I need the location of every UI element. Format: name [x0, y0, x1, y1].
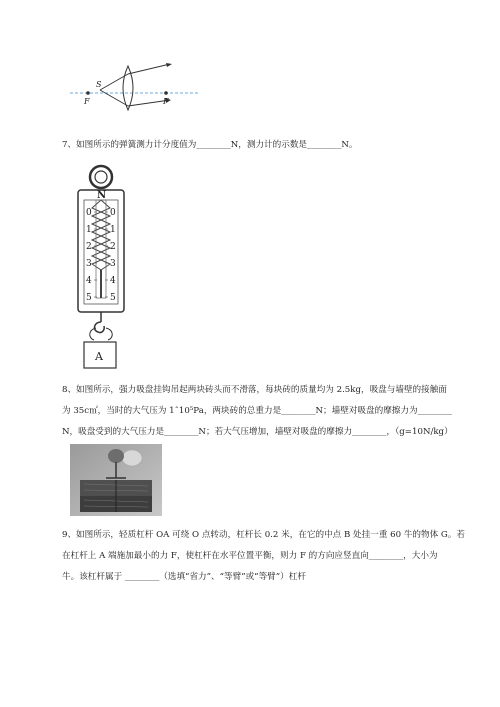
- label-s: S: [96, 80, 102, 89]
- spring-scale-figure: [70, 160, 140, 370]
- tick-label: 4: [86, 276, 92, 286]
- tick-label: 3: [110, 259, 116, 269]
- suction-cup-photo: [70, 444, 162, 516]
- question-9-line-3: 牛。该杠杆属于 ________（选填“省力”、“等臂”或“等臂”）杠杆: [62, 572, 306, 582]
- scale-ring: [90, 166, 112, 188]
- scale-hook: [94, 322, 104, 333]
- tick-label: 4: [110, 276, 116, 286]
- label-f-left: F: [84, 97, 90, 106]
- question-9-line-2: 在杠杆上 A 端施加最小的力 F，使杠杆在水平位置平衡，则力 F 的方向应竖直向________，大小为: [62, 551, 438, 561]
- focal-point-left: [86, 91, 90, 95]
- weight-block-label: A: [95, 350, 103, 363]
- refracted-ray-upper: [128, 64, 170, 74]
- tick-label: 1: [86, 225, 92, 235]
- convex-lens: [123, 66, 133, 110]
- question-8-line-2: 为 35c㎡，当时的大气压为 1ˆ10⁵Pa，两块砖的总重力是________N；墙壁对吸盘的摩擦力为________: [62, 406, 452, 416]
- tick-label: 2: [110, 242, 116, 252]
- scale-unit-label: N: [97, 190, 107, 201]
- label-f-right: F: [163, 97, 169, 106]
- tick-label: 5: [86, 293, 92, 303]
- tick-label: 1: [110, 225, 116, 235]
- suction-cup: [108, 449, 124, 463]
- focal-point-right: [164, 91, 168, 95]
- question-9-line-1: 9、如图所示，轻质杠杆 OA 可绕 O 点转动，杠杆长 0.2 米，在它的中点 B 处挂一重 60 牛的物体 G。若: [62, 530, 465, 540]
- tick-label: 3: [86, 259, 92, 269]
- question-7-text: 7、如图所示的弹簧测力计分度值为________N，测力计的示数是________N。: [62, 140, 358, 150]
- tick-label: 0: [86, 208, 92, 218]
- tick-label: 5: [110, 293, 116, 303]
- tick-label: 0: [110, 208, 116, 218]
- tick-label: 2: [86, 242, 92, 252]
- arrow-icon: [166, 63, 172, 67]
- question-8-line-3: N，吸盘受到的大气压力是________N；若大气压增加，墙壁对吸盘的摩擦力________，（g=10N/kg）: [62, 427, 453, 437]
- question-8-line-1: 8、如图所示，强力吸盘挂钩吊起两块砖头而不滑落，每块砖的质量均为 2.5kg，吸盘与墙壁的接触面: [62, 385, 447, 395]
- lens-ray-diagram: [70, 60, 200, 112]
